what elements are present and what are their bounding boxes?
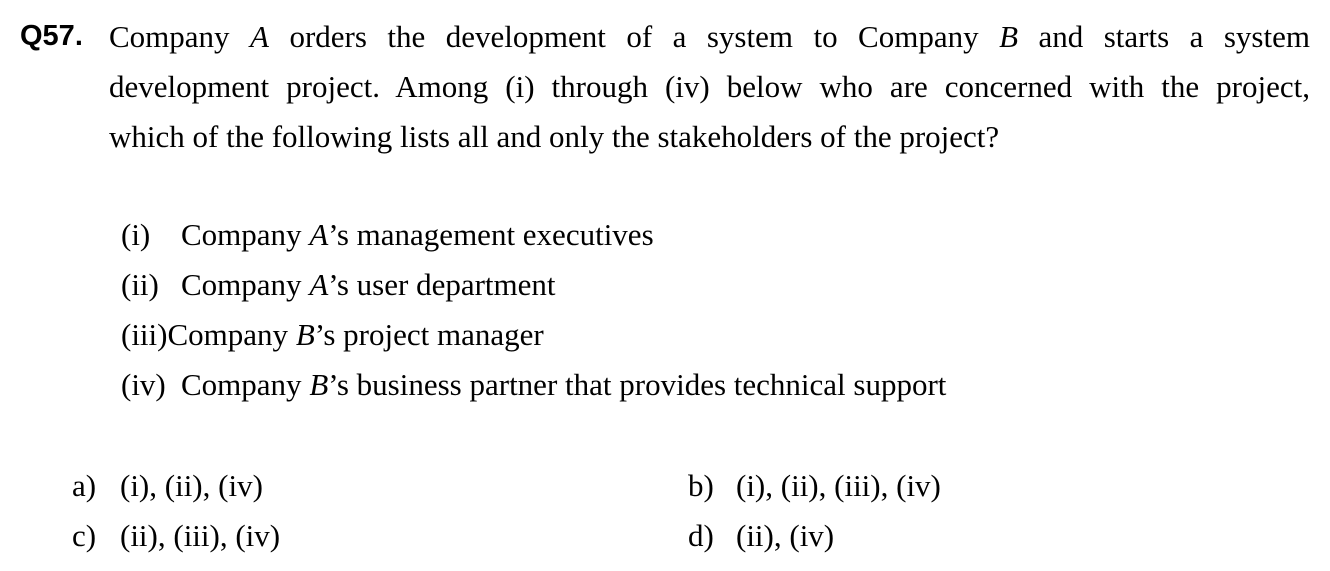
- stem-line-3: which of the following lists all and only the stakeholders of the project?: [109, 119, 1000, 154]
- answer-option-a[interactable]: [72, 461, 263, 511]
- company-a-label: A: [250, 19, 269, 54]
- stem-line-2: development project. Among (i) through (iv) below who are concerned with the project,: [109, 69, 1310, 104]
- option-letter: b): [688, 468, 714, 503]
- answer-option-c[interactable]: [72, 511, 280, 561]
- option-text: (i), (ii), (iii), (iv): [736, 468, 941, 503]
- company-b-label: B: [999, 19, 1019, 54]
- question-number: Q57.: [20, 20, 83, 52]
- stakeholder-list: [121, 210, 946, 410]
- option-text: (ii), (iii), (iv): [120, 518, 281, 553]
- item-numeral: (iv): [121, 367, 166, 402]
- stem-line-1: Company A orders the development of a system to Company B and starts a system: [109, 19, 1310, 54]
- option-letter: c): [72, 518, 97, 553]
- list-item: (i) Company A’s management executives: [121, 210, 946, 260]
- option-text: (i), (ii), (iv): [120, 468, 263, 503]
- item-numeral: (iii): [121, 317, 168, 352]
- item-numeral: (i): [121, 217, 151, 252]
- answer-row: [72, 461, 1312, 511]
- list-item: (iv) Company B’s business partner that provides technical support: [121, 360, 946, 410]
- list-item: (iii)Company B’s project manager: [121, 310, 946, 360]
- option-letter: a): [72, 468, 97, 503]
- answer-options: [72, 461, 1312, 561]
- question-stem: [109, 12, 1310, 162]
- list-item: (ii) Company A’s user department: [121, 260, 946, 310]
- option-text: (ii), (iv): [736, 518, 835, 553]
- option-letter: d): [688, 518, 714, 553]
- answer-option-d[interactable]: [688, 511, 834, 561]
- answer-option-b[interactable]: [688, 461, 941, 511]
- answer-row: [72, 511, 1312, 561]
- item-numeral: (ii): [121, 267, 159, 302]
